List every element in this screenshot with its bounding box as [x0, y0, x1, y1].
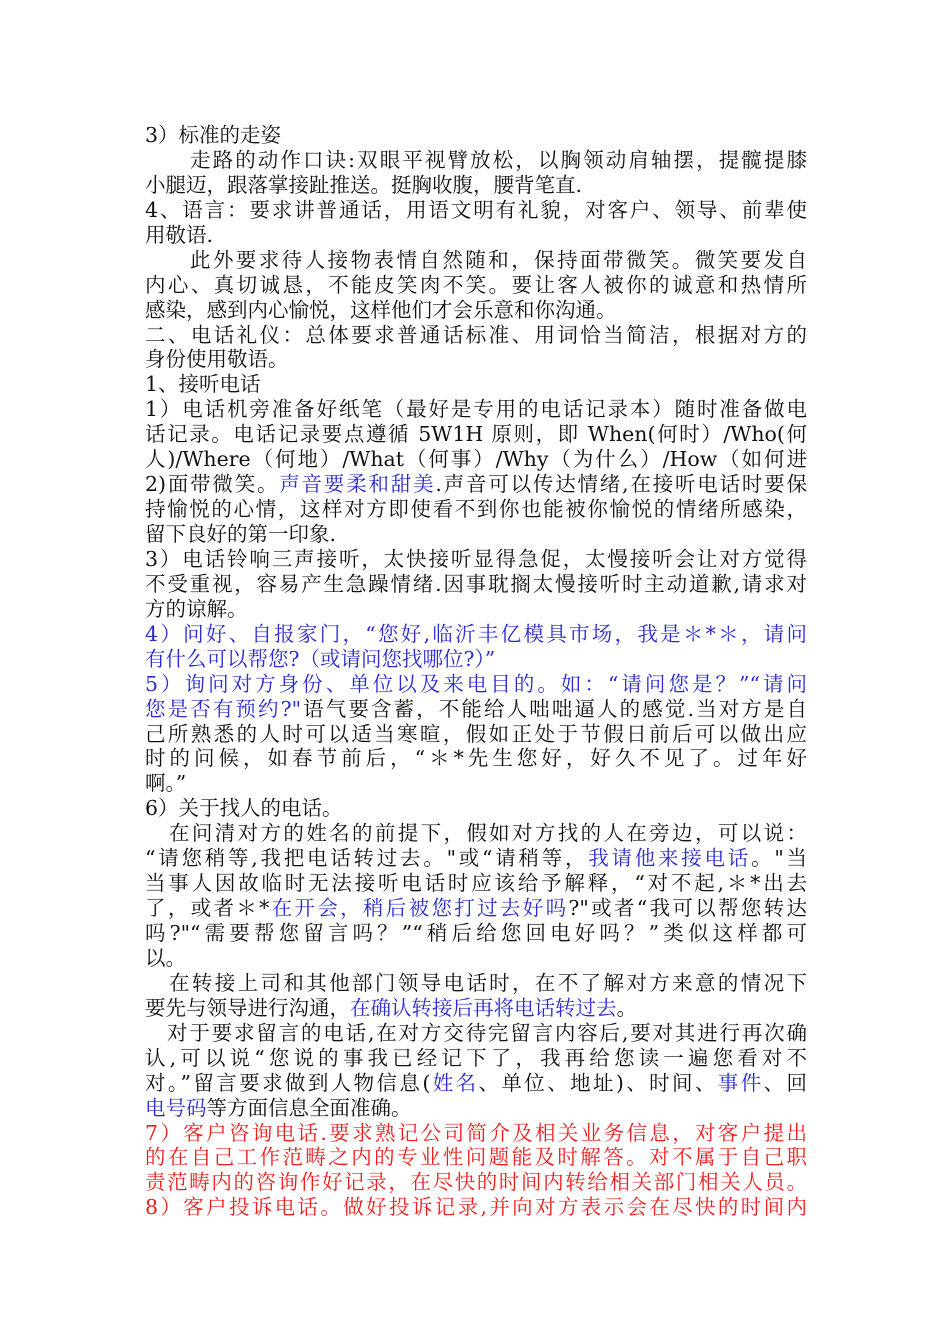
text-segment: 时的问候，如春节前后，“＊*先生您好，好久不见了。过年好 [145, 746, 807, 771]
text-line [145, 846, 807, 871]
text-line [145, 647, 807, 672]
text-line [145, 746, 807, 771]
text-line [145, 622, 807, 647]
text-line [145, 672, 807, 697]
text-segment: 啊。” [145, 771, 187, 796]
text-segment: 人)/Where（何地）/What（何事）/Why（为什么）/How（如何进 [145, 447, 807, 472]
text-line [145, 547, 807, 572]
text-line [145, 697, 807, 722]
highlighted-text-blue: 您是否有预约?" [145, 696, 302, 721]
text-line [145, 921, 807, 946]
text-segment: 留下良好的第一印象. [145, 522, 337, 546]
highlighted-text-blue: 事件 [717, 1070, 764, 1095]
text-segment: 以。 [145, 945, 186, 970]
text-segment: “请您稍等,我把电话转过去。"或“请稍等， [145, 846, 589, 871]
text-line [145, 472, 807, 497]
text-segment: 、回 [763, 1070, 807, 1095]
text-segment: 走路的动作口诀:双眼平视臂放松，以胸领动肩轴摆，提髋提膝 [190, 147, 807, 172]
text-segment: 1、接听电话 [145, 372, 261, 397]
text-line [145, 298, 807, 323]
text-line [145, 1145, 807, 1170]
text-segment: 身份使用敬语。 [145, 347, 289, 372]
text-segment: .声音可以传达情绪,在接听电话时要保 [435, 472, 807, 497]
text-line [145, 1096, 807, 1121]
text-segment: 4、语言：要求讲普通话，用语文明有礼貌，对客户、领导、前辈使 [145, 197, 807, 222]
highlighted-text-red: 的在自己工作范畴之内的专业性问题能及时解答。对不属于自己职 [145, 1145, 807, 1170]
text-line [145, 1071, 807, 1096]
text-segment: ?"或者“我可以帮您转达 [568, 896, 807, 921]
text-segment: 在转接上司和其他部门领导电话时，在不了解对方来意的情况下 [169, 970, 807, 995]
text-segment: 3）电话铃响三声接听，太快接听显得急促，太慢接听会让对方觉得 [145, 546, 807, 571]
text-line [145, 223, 807, 248]
text-line [145, 971, 807, 996]
text-segment: 方的谅解。 [145, 596, 248, 621]
highlighted-text-blue: 5）询问对方身份、单位以及来电目的。如：“请问您是？”“请问 [145, 671, 807, 696]
text-line [145, 821, 807, 846]
text-line [145, 1046, 807, 1071]
text-line [145, 1170, 807, 1195]
text-segment: 等方面信息全面准确。 [206, 1095, 412, 1120]
text-line [145, 397, 807, 422]
text-line [145, 896, 807, 921]
text-segment: 此外要求待人接物表情自然随和，保持面带微笑。微笑要发自 [190, 247, 807, 272]
text-line [145, 497, 807, 522]
text-line [145, 722, 807, 747]
highlighted-text-red: 7）客户咨询电话.要求熟记公司简介及相关业务信息，对客户提出 [145, 1120, 807, 1145]
text-segment: 认,可以说“您说的事我已经记下了，我再给您读一遍您看对不 [145, 1045, 807, 1070]
highlighted-text-red: 8）客户投诉电话。做好投诉记录,并向对方表示会在尽快的时间内 [145, 1195, 807, 1220]
text-line [145, 173, 807, 198]
text-segment: 当事人因故临时无法接听电话时应该给予解释，“对不起,＊*出去 [145, 871, 807, 896]
text-line [145, 372, 807, 397]
text-segment: 在问清对方的姓名的前提下，假如对方找的人在旁边，可以说： [169, 821, 807, 846]
text-line [145, 273, 807, 298]
document-body [145, 123, 807, 1220]
text-line [145, 597, 807, 622]
text-line [145, 248, 807, 273]
highlighted-text-red: 责范畴内的咨询作好记录，在尽快的时间内转给相关部门相关人员。 [145, 1170, 807, 1195]
text-line [145, 522, 807, 547]
text-segment: 1）电话机旁准备好纸笔（最好是专用的电话记录本）随时准备做电 [145, 397, 807, 422]
text-segment: 话记录。电话记录要点遵循 5W1H 原则，即 When(何时）/Who(何 [145, 422, 807, 447]
text-segment: 了，或者＊* [145, 896, 270, 921]
text-line [145, 996, 807, 1021]
highlighted-text-blue: 电号码 [145, 1095, 207, 1120]
text-line [145, 1121, 807, 1146]
text-line [145, 123, 807, 148]
text-line [145, 323, 807, 348]
highlighted-text-blue: 声音要柔和甜美 [279, 472, 436, 497]
text-segment: 二、电话礼仪：总体要求普通话标准、用词恰当简洁，根据对方的 [145, 322, 807, 347]
text-segment: 。"当 [751, 846, 807, 871]
text-segment: 持愉悦的心情，这样对方即使看不到你也能被你愉悦的情绪所感染， [145, 497, 807, 522]
text-segment: 感染，感到内心愉悦，这样他们才会乐意和你沟通。 [145, 297, 617, 322]
text-segment: 用敬语. [145, 222, 214, 247]
text-line [145, 148, 807, 173]
text-segment: 己所熟悉的人时可以适当寒暄，假如正处于节假日前后可以做出应 [145, 721, 807, 746]
text-segment: 语气要含蓄，不能给人咄咄逼人的感觉.当对方是自 [301, 696, 807, 721]
text-line [145, 1021, 807, 1046]
text-line [145, 771, 807, 796]
text-segment: 吗?"“需要帮您留言吗？”“稍后给您回电好吗？”类似这样都可 [145, 921, 807, 945]
highlighted-text-blue: 有什么可以帮您?（或请问您找哪位?）” [145, 646, 496, 671]
text-line [145, 796, 807, 821]
text-segment: 不受重视，容易产生急躁情绪.因事耽搁太慢接听时主动道歉,请求对 [145, 571, 807, 596]
text-segment: 对。”留言要求做到人物信息( [145, 1070, 431, 1095]
highlighted-text-blue: 4）问好、自报家门，“您好,临沂丰亿模具市场，我是＊*＊，请问 [145, 621, 807, 646]
text-segment: 对于要求留言的电话,在对方交待完留言内容后,要对其进行再次确 [167, 1020, 807, 1045]
text-line [145, 198, 807, 223]
text-segment: 2)面带微笑。 [145, 472, 280, 497]
text-line [145, 422, 807, 447]
text-line [145, 347, 807, 372]
text-segment: 。 [616, 995, 637, 1020]
highlighted-text-blue: 在确认转接后再将电话转过去 [350, 995, 617, 1020]
text-line [145, 1195, 807, 1220]
text-line [145, 946, 807, 971]
text-segment: 3）标准的走姿 [145, 123, 282, 147]
text-segment: 、单位、地址)、时间、 [478, 1070, 718, 1095]
highlighted-text-blue: 姓名 [430, 1070, 479, 1095]
text-line [145, 447, 807, 472]
highlighted-text-blue: 我请他来接电话 [588, 846, 752, 871]
text-line [145, 871, 807, 896]
text-line [145, 572, 807, 597]
text-segment: 6）关于找人的电话。 [145, 796, 343, 821]
highlighted-text-blue: 在开会，稍后被您打过去好吗 [269, 896, 569, 921]
text-segment: 小腿迈，跟落掌接趾推送。挺胸收腹，腰背笔直. [145, 172, 583, 197]
text-segment: 内心、真切诚恳，不能皮笑肉不笑。要让客人被你的诚意和热情所 [145, 272, 807, 297]
text-segment: 要先与领导进行沟通， [145, 995, 350, 1020]
